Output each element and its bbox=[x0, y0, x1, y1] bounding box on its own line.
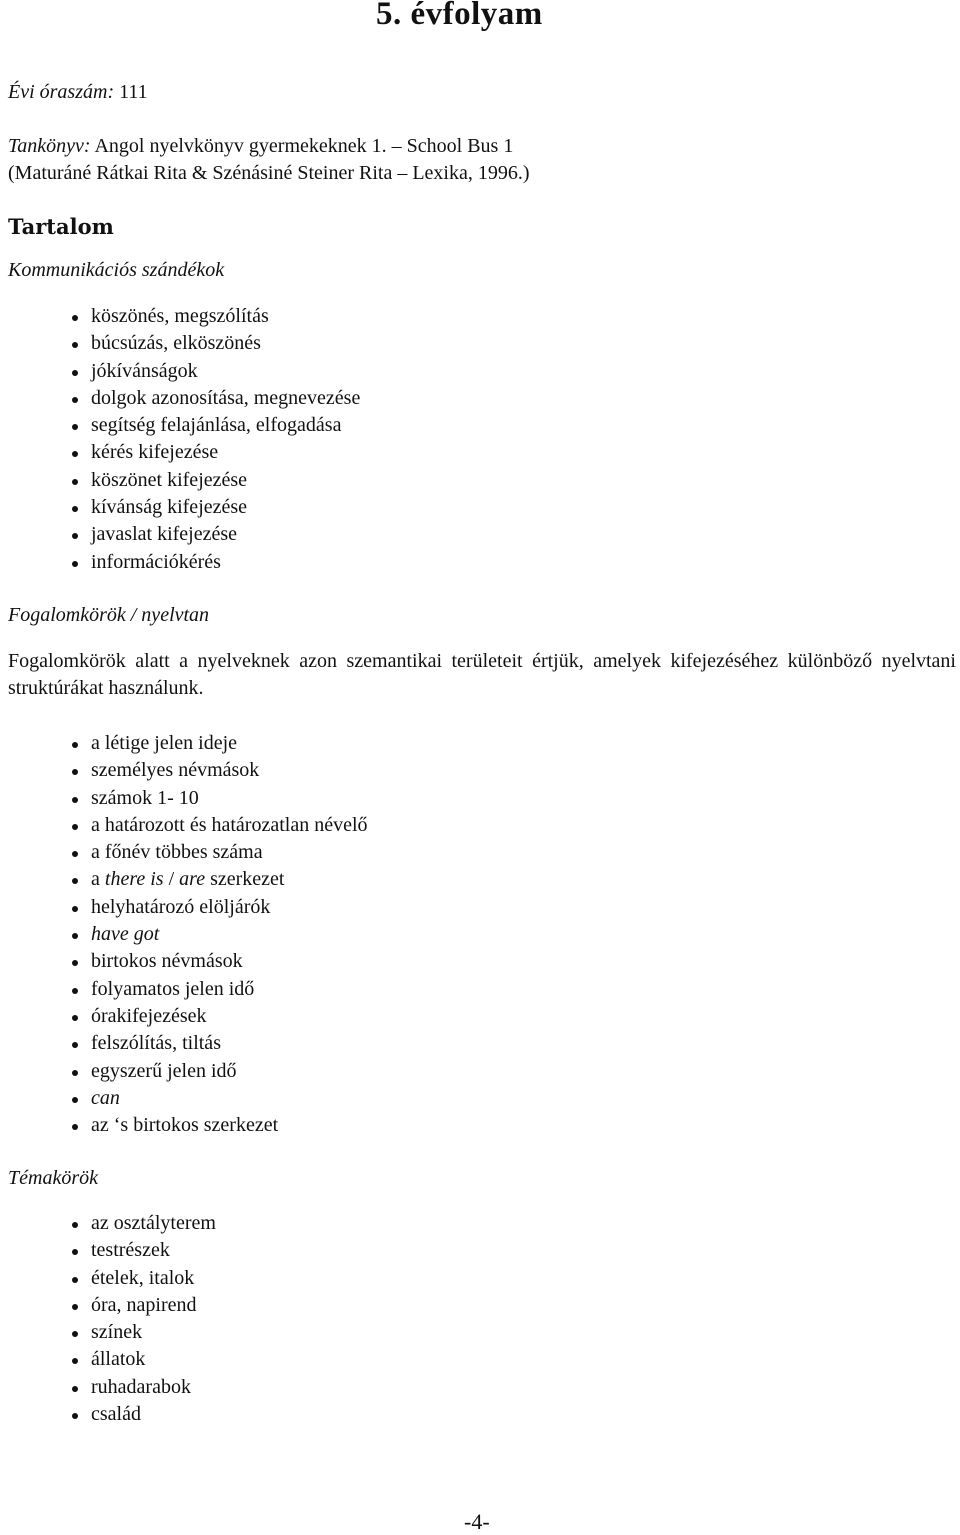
textbook-title: Angol nyelvkönyv gyermekeknek 1. – School Bus 1 bbox=[94, 135, 514, 157]
list-item: ruhadarabok bbox=[72, 1374, 216, 1401]
list-item: az ‘s birtokos szerkezet bbox=[72, 1112, 368, 1139]
concepts-heading: Fogalomkörök / nyelvtan bbox=[8, 604, 210, 626]
list-item: számok 1- 10 bbox=[72, 785, 368, 812]
list-item: javaslat kifejezése bbox=[72, 521, 360, 548]
topics-heading: Témakörök bbox=[8, 1167, 98, 1189]
list-item: család bbox=[72, 1401, 216, 1428]
textbook-line-2: (Maturáné Rátkai Rita & Szénásiné Steiner Rita – Lexika, 1996.) bbox=[8, 162, 530, 184]
list-item: az osztályterem bbox=[72, 1210, 216, 1237]
list-item: ételek, italok bbox=[72, 1265, 216, 1292]
annual-hours bbox=[8, 79, 148, 105]
list-item: személyes névmások bbox=[72, 757, 368, 784]
list-item: a határozott és határozatlan névelő bbox=[72, 812, 368, 839]
list-item: jókívánságok bbox=[72, 358, 360, 385]
list-item: testrészek bbox=[72, 1237, 216, 1264]
list-item: felszólítás, tiltás bbox=[72, 1030, 368, 1057]
concepts-description: Fogalomkörök alatt a nyelveknek azon szemantikai területeit értjük, amelyek kifejezéséhez különböző nyelvtani struktúrákat használunk. bbox=[8, 650, 956, 699]
list-item: egyszerű jelen idő bbox=[72, 1058, 368, 1085]
communicative-heading: Kommunikációs szándékok bbox=[8, 259, 225, 281]
list-item: órakifejezések bbox=[72, 1003, 368, 1030]
textbook-line-1 bbox=[8, 133, 513, 159]
textbook-label: Tankönyv: bbox=[8, 135, 91, 157]
topics-list bbox=[72, 1210, 216, 1428]
list-item: információkérés bbox=[72, 549, 360, 576]
list-item: kívánság kifejezése bbox=[72, 494, 360, 521]
list-item: can bbox=[72, 1085, 368, 1112]
page-title: 5. évfolyam bbox=[376, 0, 543, 32]
list-item: köszönés, megszólítás bbox=[72, 303, 360, 330]
list-item: búcsúzás, elköszönés bbox=[72, 330, 360, 357]
list-item: köszönet kifejezése bbox=[72, 467, 360, 494]
list-item: birtokos névmások bbox=[72, 948, 368, 975]
grammar-list bbox=[72, 730, 368, 1139]
list-item: óra, napirend bbox=[72, 1292, 216, 1319]
list-item: színek bbox=[72, 1319, 216, 1346]
communicative-list bbox=[72, 303, 360, 576]
list-item: helyhatározó elöljárók bbox=[72, 894, 368, 921]
list-item: have got bbox=[72, 921, 368, 948]
list-item: folyamatos jelen idő bbox=[72, 976, 368, 1003]
list-item: állatok bbox=[72, 1346, 216, 1373]
list-item: a főnév többes száma bbox=[72, 839, 368, 866]
list-item: segítség felajánlása, elfogadása bbox=[72, 412, 360, 439]
content-heading: Tartalom bbox=[8, 214, 114, 239]
list-item-there-is-are: a there is / are szerkezet bbox=[72, 866, 368, 893]
annual-hours-label: Évi óraszám: bbox=[8, 81, 115, 103]
annual-hours-value: 111 bbox=[119, 81, 148, 103]
list-item: dolgok azonosítása, megnevezése bbox=[72, 385, 360, 412]
page-number: -4- bbox=[464, 1509, 490, 1534]
list-item: kérés kifejezése bbox=[72, 439, 360, 466]
list-item: a létige jelen ideje bbox=[72, 730, 368, 757]
